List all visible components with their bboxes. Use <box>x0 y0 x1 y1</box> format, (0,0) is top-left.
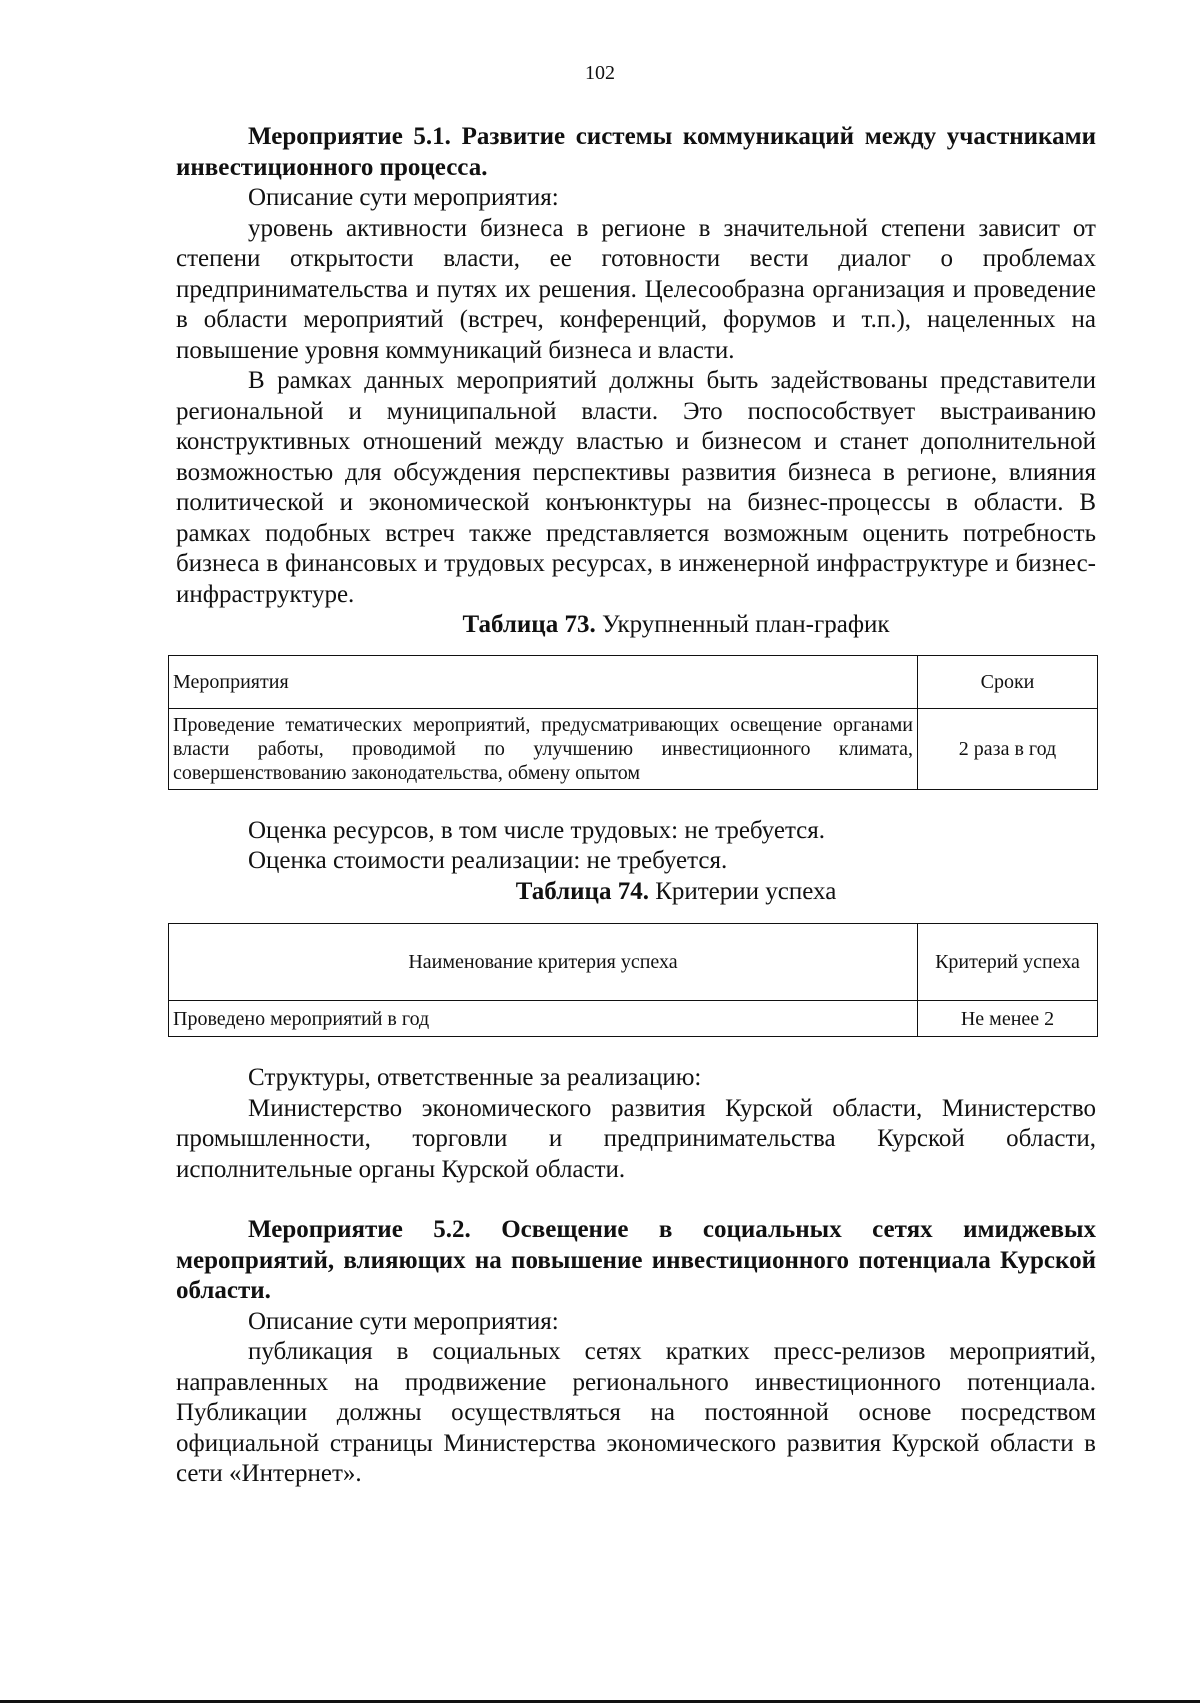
resources-text: Оценка ресурсов, в том числе трудовых: не требуется. <box>248 816 826 844</box>
table-cell: Проведение тематических мероприятий, предусматривающих освещение органами власти работы, проводимой по улучшению инвестиционного климата, совершенствованию законодательства, обмену опытом <box>169 708 918 789</box>
table-header-cell: Наименование критерия успеха <box>169 924 918 1001</box>
paragraph: публикация в социальных сетях кратких пресс-релизов мероприятий, направленных на продвижение регионального инвестиционного потенциала. Публикации должны осуществляться на постоянной основе посредством официальной страницы Министерства экономического развития Курской области в сети «Интернет». <box>176 1338 1096 1487</box>
paragraph: В рамках данных мероприятий должны быть задействованы представители региональной и муниципальной власти. Это поспособствует выстраиванию конструктивных отношений между властью и бизнесом и станет дополнительной возможностью для обсуждения перспективы развития бизнеса в регионе, влияния политической и экономической конъюнктуры на бизнес-процессы в области. В рамках подобных встреч также представляется возможным оценить потребность бизнеса в финансовых и трудовых ресурсах, в инженерной инфраструктуре и бизнес-инфраструктуре. <box>176 367 1096 608</box>
table-header-cell: Мероприятия <box>169 655 918 708</box>
table-cell: Не менее 2 <box>918 1001 1098 1037</box>
section-heading: Мероприятие 5.2. Освещение в социальных сетях имиджевых мероприятий, влияющих на повышение инвестиционного потенциала Курской области. <box>176 1216 1096 1304</box>
table-row <box>169 1001 1098 1037</box>
table-header-cell: Сроки <box>918 655 1098 708</box>
description-label: Описание сути мероприятия: <box>248 1307 559 1335</box>
page-number: 102 <box>585 62 615 84</box>
schedule-table <box>168 655 1098 790</box>
table-header-row <box>169 924 1098 1001</box>
table-header-row <box>169 655 1098 708</box>
scan-edge-line <box>0 1700 1200 1703</box>
document-body <box>173 122 1096 1490</box>
table-caption <box>216 877 1136 908</box>
cost-text: Оценка стоимости реализации: не требуется. <box>248 847 728 874</box>
table-caption-number: Таблица 74. <box>515 877 649 905</box>
table-caption <box>216 610 1136 641</box>
description-label: Описание сути мероприятия: <box>248 184 559 211</box>
table-cell: 2 раза в год <box>918 708 1098 789</box>
table-header-cell: Критерий успеха <box>918 924 1098 1001</box>
criteria-table <box>168 923 1098 1037</box>
section-heading: Мероприятие 5.1. Развитие системы коммуникаций между участниками инвестиционного процесса. <box>176 123 1096 181</box>
responsible-label: Структуры, ответственные за реализацию: <box>248 1064 702 1091</box>
table-row <box>169 708 1098 789</box>
table-caption-number: Таблица 73. <box>462 611 596 638</box>
table-caption-title: Укрупненный план-график <box>595 611 890 638</box>
paragraph: уровень активности бизнеса в регионе в значительной степени зависит от степени открытости власти, ее готовности вести диалог о проблемах предпринимательства и путях их решения. Целесообразна организация и проведение в области мероприятий (встреч, конференций, форумов и т.п.), нацеленных на повышение уровня коммуникаций бизнеса и власти. <box>176 214 1096 364</box>
table-caption-title: Критерии успеха <box>648 877 837 905</box>
table-cell: Проведено мероприятий в год <box>169 1001 918 1037</box>
responsible-text: Министерство экономического развития Курской области, Министерство промышленности, торговли и предпринимательства Курской области, исполнительные органы Курской области. <box>176 1094 1096 1183</box>
